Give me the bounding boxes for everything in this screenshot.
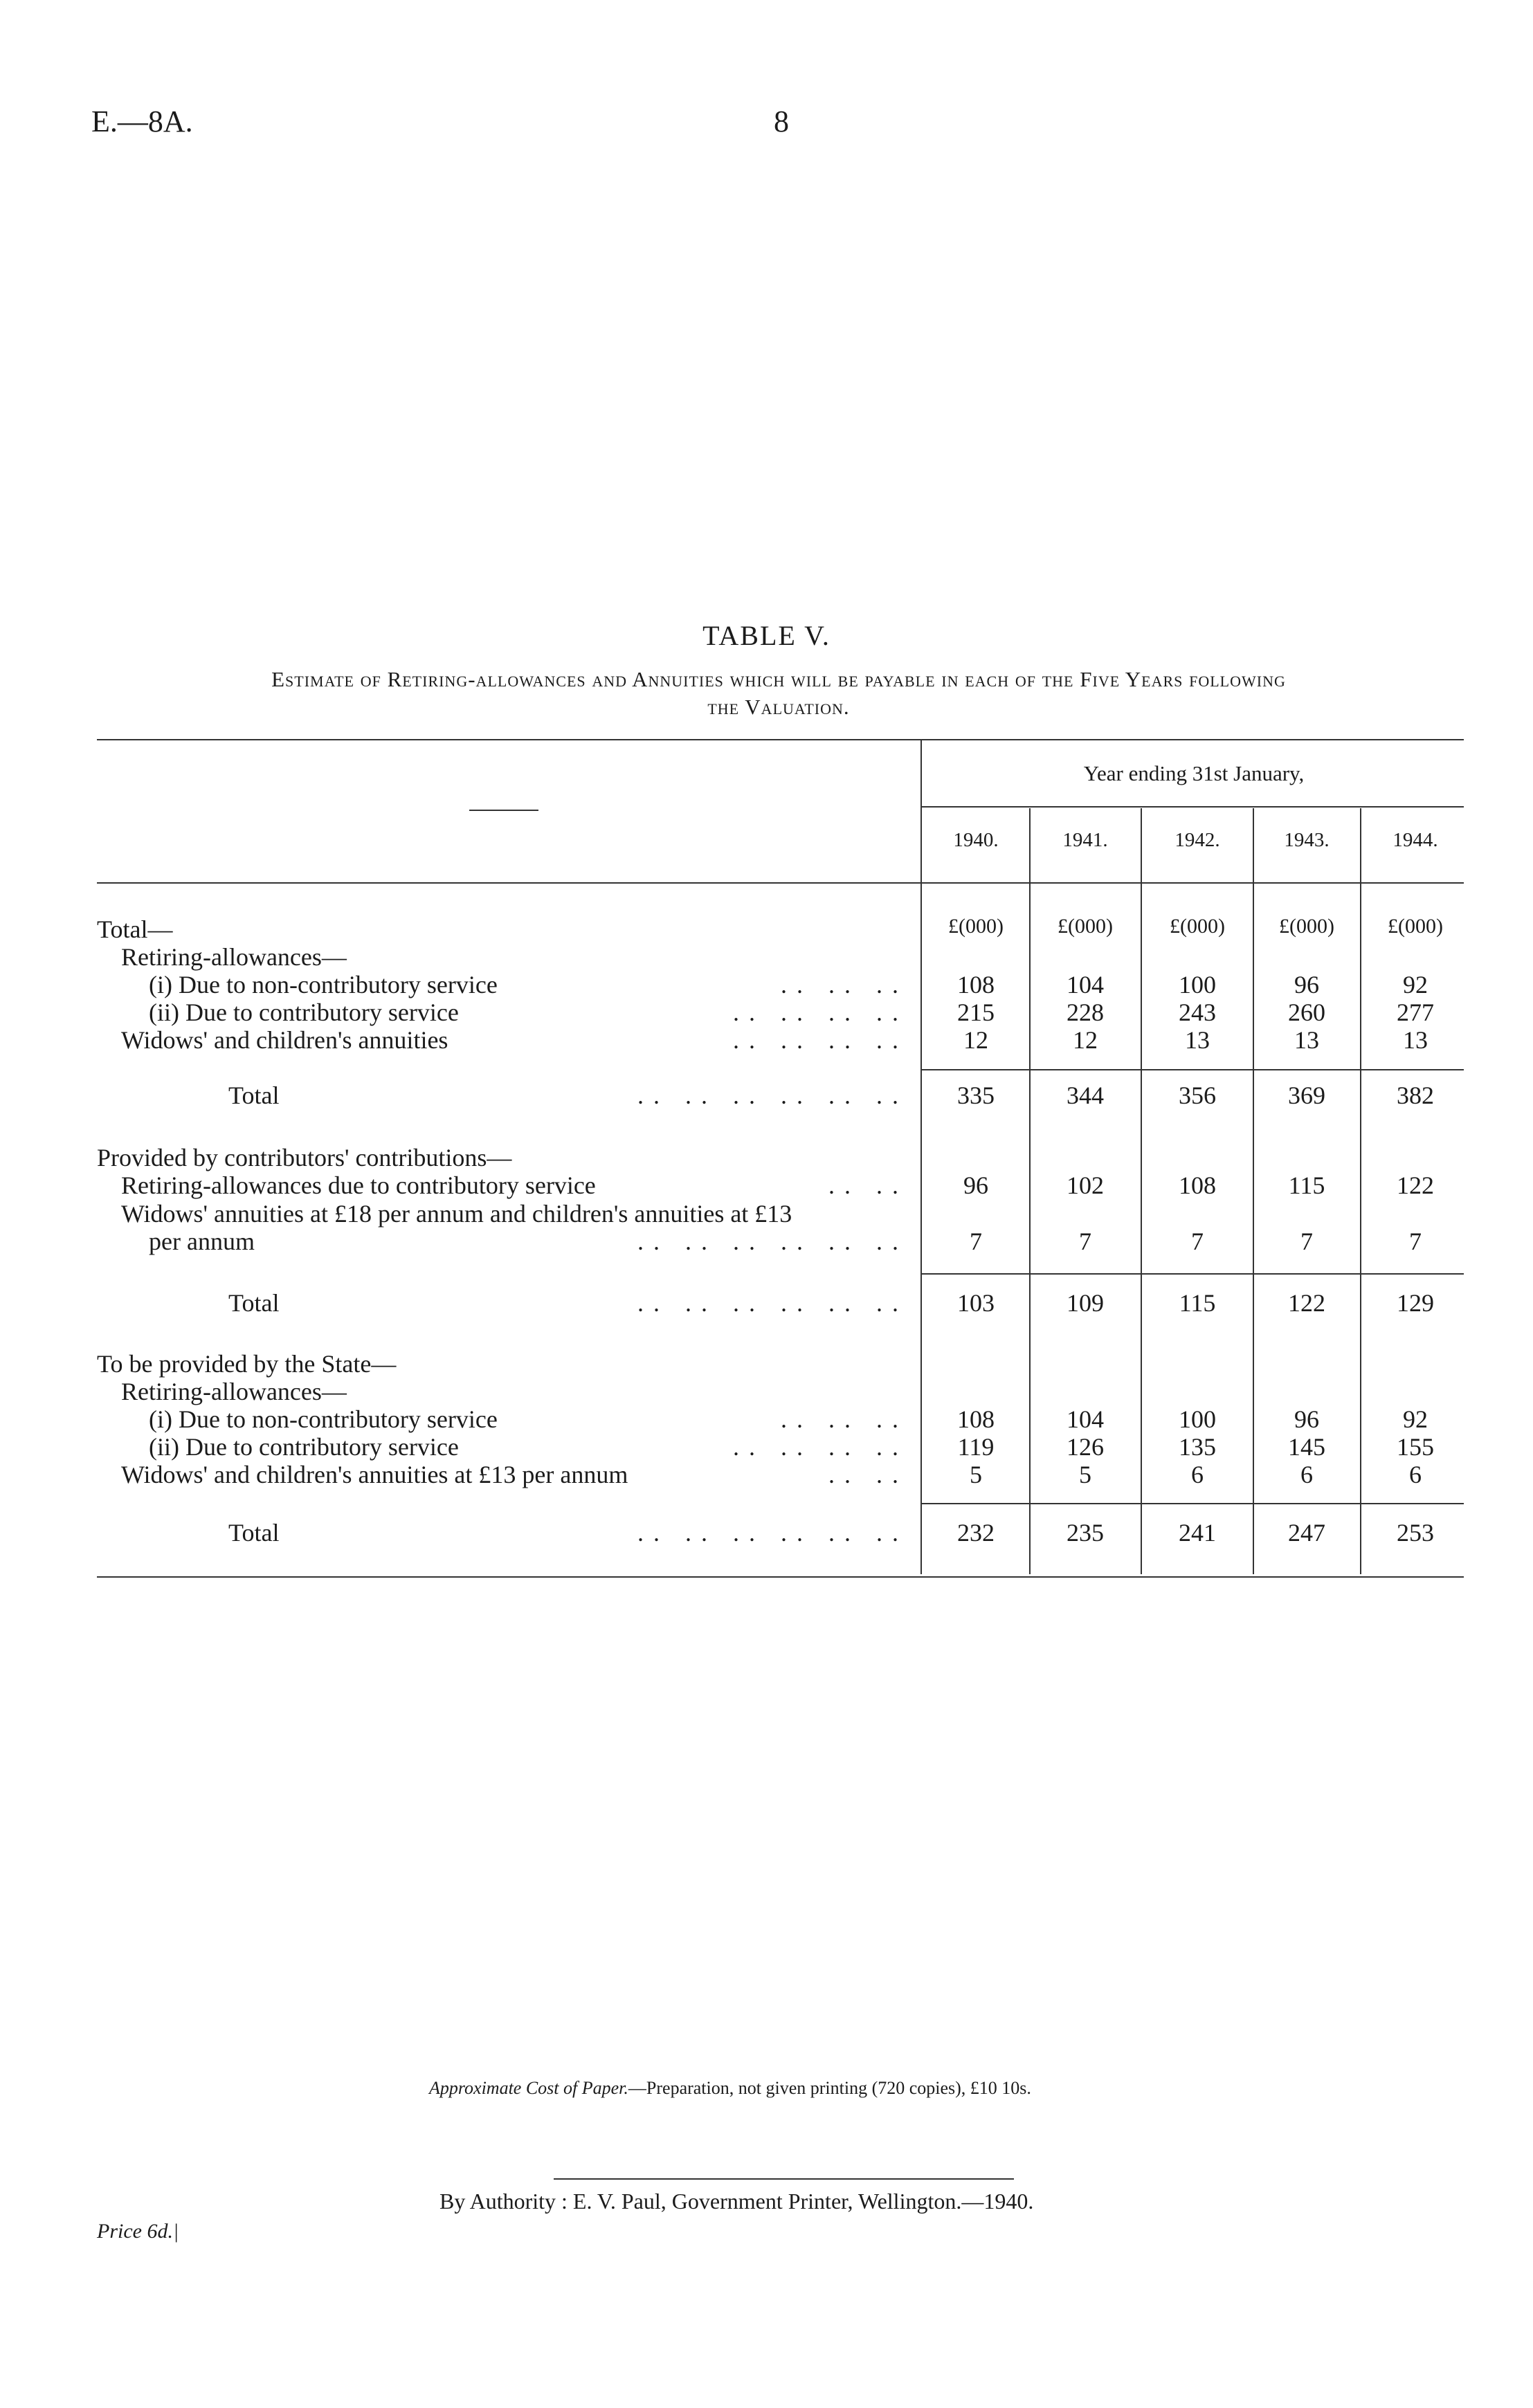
cell-value: 382 [1397, 1082, 1434, 1109]
row-label: Total [228, 1082, 280, 1109]
cell-value: 7 [1079, 1228, 1091, 1255]
cell-value: 369 [1288, 1082, 1325, 1109]
column-header-1940: 1940. [953, 829, 999, 851]
cell-value: 122 [1288, 1289, 1325, 1317]
cell-value: 247 [1288, 1519, 1325, 1547]
cell-value: 109 [1067, 1289, 1104, 1317]
cell-value: £(000) [1388, 915, 1443, 938]
cell-value: 12 [963, 1026, 988, 1054]
table-subtitle [90, 666, 1467, 721]
cell-value: 228 [1067, 998, 1104, 1026]
header-dash [469, 810, 538, 811]
column-header-1941: 1941. [1062, 829, 1108, 851]
cell-value: 7 [1409, 1228, 1422, 1255]
leader-dots: .. .. .. .. .. .. [637, 1082, 908, 1109]
cell-value: 104 [1067, 971, 1104, 998]
row-label: (ii) Due to contributory service [149, 1433, 459, 1461]
cell-value: 13 [1403, 1026, 1428, 1054]
cell-value: 335 [957, 1082, 995, 1109]
cell-value: 5 [1079, 1461, 1091, 1488]
leader-dots: .. .. .. .. .. .. [637, 1289, 908, 1317]
leader-dots: .. .. .. .. [733, 1026, 908, 1054]
cell-value: 243 [1179, 998, 1216, 1026]
cell-value: 253 [1397, 1519, 1434, 1547]
cell-value: 7 [1300, 1228, 1313, 1255]
cell-value: 119 [957, 1433, 995, 1461]
cell-value: 215 [957, 998, 995, 1026]
cell-value: 104 [1067, 1405, 1104, 1433]
subtotal-rule-2 [920, 1273, 1464, 1275]
cell-value: 115 [1179, 1289, 1216, 1317]
cell-value: 96 [963, 1171, 988, 1199]
page-number: 8 [774, 104, 789, 138]
cell-value: 241 [1179, 1519, 1216, 1547]
cell-value: 92 [1403, 971, 1428, 998]
cell-value: £(000) [1170, 915, 1225, 938]
cell-value: 96 [1294, 1405, 1319, 1433]
row-label: Provided by contributors' contributions— [97, 1144, 512, 1171]
row-label: Widows' annuities at £18 per annum and children's annuities at £13 [121, 1200, 792, 1228]
authority-rule [554, 2178, 1014, 2180]
cost-note [429, 2078, 1031, 2099]
cell-value: 126 [1067, 1433, 1104, 1461]
leader-dots: .. .. .. .. [733, 1433, 908, 1461]
cell-value: 13 [1294, 1026, 1319, 1054]
cell-value: 235 [1067, 1519, 1104, 1547]
column-header-1944: 1944. [1393, 829, 1438, 851]
row-label: Widows' and children's annuities at £13 per annum [121, 1461, 628, 1488]
row-label: Widows' and children's annuities [121, 1026, 448, 1054]
year-group-rule [920, 806, 1464, 808]
printer-authority: By Authority : E. V. Paul, Government Printer, Wellington.—1940. [439, 2189, 1034, 2214]
cost-label: Approximate Cost of Paper. [429, 2078, 628, 2098]
row-label: To be provided by the State— [97, 1350, 397, 1378]
row-label: (i) Due to non-contributory service [149, 971, 498, 998]
row-label: Total [228, 1289, 280, 1317]
price: Price 6d.| [97, 2220, 179, 2243]
column-header-1943: 1943. [1284, 829, 1330, 851]
cell-value: 115 [1288, 1171, 1325, 1199]
cell-value: 277 [1397, 998, 1434, 1026]
document-reference: E.—8A. [91, 104, 193, 138]
row-label: Retiring-allowances due to contributory service [121, 1171, 596, 1199]
cell-value: 100 [1179, 1405, 1216, 1433]
cell-value: 6 [1191, 1461, 1204, 1488]
row-label: Retiring-allowances— [121, 1378, 347, 1405]
cell-value: 260 [1288, 998, 1325, 1026]
leader-dots: .. .. .. [781, 971, 908, 998]
cell-value: 7 [970, 1228, 982, 1255]
cell-value: 103 [957, 1289, 995, 1317]
cell-value: 108 [957, 1405, 995, 1433]
leader-dots: .. .. .. [781, 1405, 908, 1433]
cell-value: 232 [957, 1519, 995, 1547]
cell-value: 13 [1185, 1026, 1210, 1054]
row-label: Total [228, 1519, 280, 1547]
cell-value: 102 [1067, 1171, 1104, 1199]
cell-value: 100 [1179, 971, 1216, 998]
column-group-header: Year ending 31st January, [1083, 761, 1305, 785]
cell-value: 5 [970, 1461, 982, 1488]
column-header-1942: 1942. [1174, 829, 1220, 851]
row-label: Total— [97, 915, 173, 943]
leader-dots: .. .. .. .. .. .. [637, 1519, 908, 1547]
header-bottom-rule [97, 882, 1464, 884]
cell-value: 108 [1179, 1171, 1216, 1199]
cell-value: 7 [1191, 1228, 1204, 1255]
row-label: Retiring-allowances— [121, 943, 347, 971]
leader-dots: .. .. .. .. .. .. [637, 1228, 908, 1255]
cell-value: 129 [1397, 1289, 1434, 1317]
table-top-rule [97, 739, 1464, 740]
cost-text: —Preparation, not given printing (720 copies), £10 10s. [628, 2078, 1031, 2098]
cell-value: 344 [1067, 1082, 1104, 1109]
cell-value: 155 [1397, 1433, 1434, 1461]
leader-dots: .. .. [828, 1171, 908, 1199]
cell-value: £(000) [948, 915, 1004, 938]
table-subtitle-line-1: Estimate of Retiring-allowances and Annuities which will be payable in each of the Five Years following [271, 667, 1286, 691]
cell-value: 6 [1409, 1461, 1422, 1488]
cell-value: 6 [1300, 1461, 1313, 1488]
cell-value: 356 [1179, 1082, 1216, 1109]
cell-value: 96 [1294, 971, 1319, 998]
table-subtitle-line-2: the Valuation. [707, 695, 850, 719]
leader-dots: .. .. [828, 1461, 908, 1488]
leader-dots: .. .. .. .. [733, 998, 908, 1026]
row-label: (i) Due to non-contributory service [149, 1405, 498, 1433]
cell-value: 135 [1179, 1433, 1216, 1461]
table-title: TABLE V. [702, 620, 831, 651]
cell-value: £(000) [1279, 915, 1334, 938]
cell-value: 12 [1073, 1026, 1098, 1054]
table-bottom-rule [97, 1576, 1464, 1578]
cell-value: £(000) [1058, 915, 1113, 938]
subtotal-rule-1 [920, 1069, 1464, 1070]
cell-value: 108 [957, 971, 995, 998]
cell-value: 92 [1403, 1405, 1428, 1433]
row-label: per annum [149, 1228, 255, 1255]
row-label: (ii) Due to contributory service [149, 998, 459, 1026]
cell-value: 145 [1288, 1433, 1325, 1461]
cell-value: 122 [1397, 1171, 1434, 1199]
subtotal-rule-3 [920, 1503, 1464, 1504]
